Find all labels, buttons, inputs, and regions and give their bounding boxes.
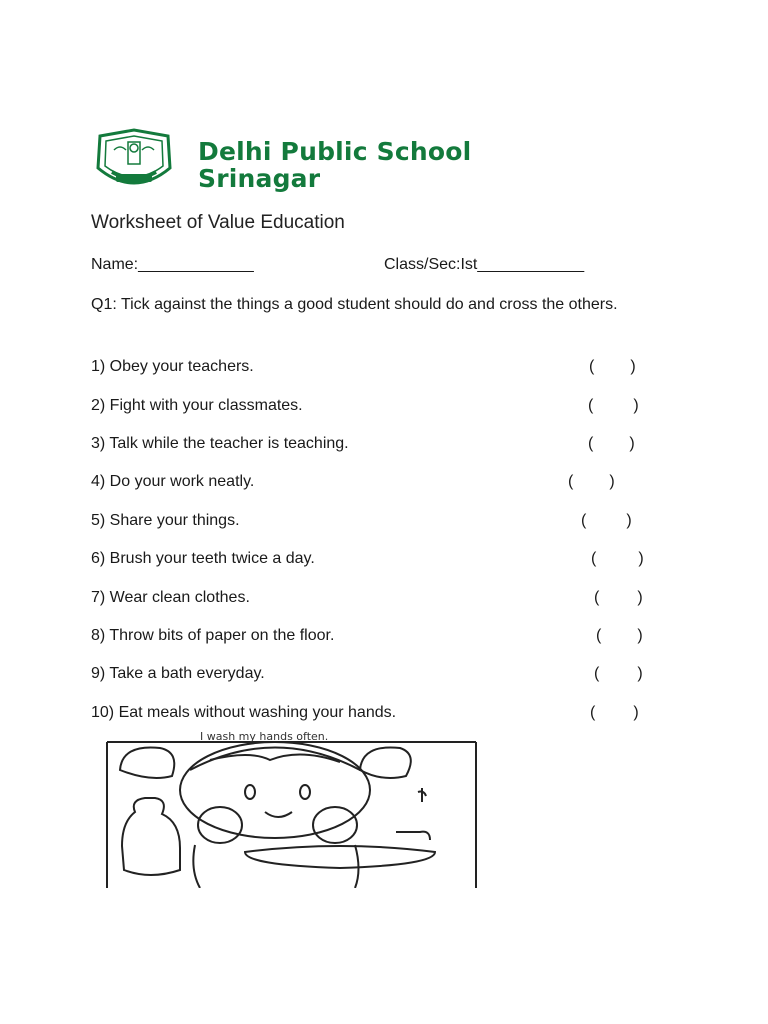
answer-box: ( ): [589, 358, 636, 375]
list-item: 7) Wear clean clothes.: [91, 589, 250, 606]
illustration-caption: I wash my hands often.: [200, 730, 329, 743]
list-item: 8) Throw bits of paper on the floor.: [91, 627, 335, 644]
answer-box: ( ): [590, 704, 639, 721]
question-text: Q1: Tick against the things a good student should do and cross the others.: [91, 296, 618, 313]
answer-box: ( ): [568, 473, 615, 490]
worksheet-title: Worksheet of Value Education: [91, 212, 345, 233]
list-item: 1) Obey your teachers.: [91, 358, 254, 375]
list-item: 2) Fight with your classmates.: [91, 397, 303, 414]
school-name-line1: Delhi Public School: [198, 137, 472, 166]
list-item: 6) Brush your teeth twice a day.: [91, 550, 315, 567]
answer-box: ( ): [594, 589, 643, 606]
list-item: 10) Eat meals without washing your hands.: [91, 704, 397, 721]
school-name-line2: Srinagar: [198, 164, 321, 193]
school-emblem-icon: [90, 128, 178, 196]
answer-box: ( ): [594, 665, 643, 682]
list-item: 4) Do your work neatly.: [91, 473, 255, 490]
answer-box: ( ): [581, 512, 632, 529]
school-name: [198, 138, 471, 192]
answer-box: ( ): [596, 627, 643, 644]
name-field: Name:_____________: [91, 256, 254, 273]
handwash-illustration: [100, 730, 480, 888]
answer-box: ( ): [588, 435, 635, 452]
answer-box: ( ): [588, 397, 639, 414]
girl-washing-hands-icon: [100, 730, 480, 888]
list-item: 5) Share your things.: [91, 512, 240, 529]
class-sec-field: Class/Sec:Ist____________: [384, 256, 585, 273]
list-item: 3) Talk while the teacher is teaching.: [91, 435, 349, 452]
answer-box: ( ): [591, 550, 644, 567]
list-item: 9) Take a bath everyday.: [91, 665, 265, 682]
